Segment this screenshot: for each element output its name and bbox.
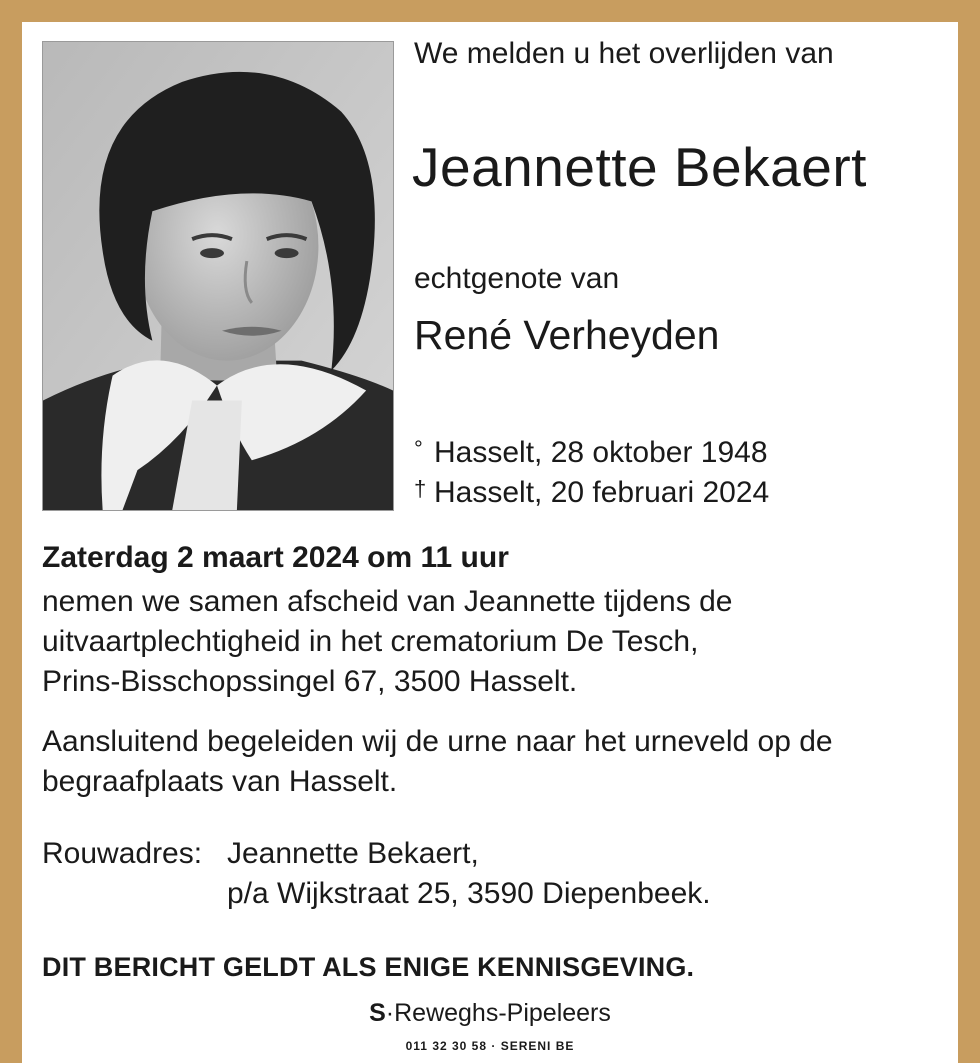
- spouse-name: René Verheyden: [414, 312, 720, 358]
- spouse-label: echtgenote van: [414, 262, 620, 295]
- birth-symbol: °: [414, 436, 423, 461]
- funeral-home-contact: 011 32 30 58 · SERENI BE: [405, 1039, 575, 1053]
- portrait-photo: [42, 41, 394, 511]
- final-notice: DIT BERICHT GELDT ALS ENIGE KENNISGEVING.: [42, 952, 695, 982]
- burial-paragraph: [42, 722, 833, 802]
- funeral-home-title: ·Reweghs-Pipeleers: [385, 999, 611, 1027]
- address-line-1: Jeannette Bekaert,: [227, 837, 479, 870]
- burial-line: begraafplaats van Hasselt.: [42, 765, 398, 798]
- funeral-home-name: [338, 999, 642, 1028]
- funeral-home-block: [338, 993, 642, 1063]
- death-symbol: †: [414, 476, 427, 501]
- intro-text: We melden u het overlijden van: [414, 37, 834, 70]
- address-line-2: p/a Wijkstraat 25, 3590 Diepenbeek.: [227, 877, 711, 910]
- obituary-card: [22, 22, 958, 1063]
- ceremony-date: Zaterdag 2 maart 2024 om 11 uur: [42, 541, 509, 574]
- birth-line: [414, 436, 768, 470]
- ceremony-line: Prins-Bisschopssingel 67, 3500 Hasselt.: [42, 665, 578, 698]
- birth-text: Hasselt, 28 oktober 1948: [434, 436, 768, 469]
- deceased-name: Jeannette Bekaert: [412, 136, 867, 198]
- ceremony-paragraph: [42, 582, 732, 702]
- funeral-home-logo: S: [369, 999, 386, 1027]
- death-line: [414, 476, 769, 510]
- address-label: Rouwadres:: [42, 837, 203, 870]
- ceremony-line: uitvaartplechtigheid in het crematorium De Tesch,: [42, 625, 699, 658]
- death-text: Hasselt, 20 februari 2024: [434, 476, 770, 509]
- burial-line: Aansluitend begeleiden wij de urne naar het urneveld op de: [42, 725, 833, 758]
- ceremony-line: nemen we samen afscheid van Jeannette tijdens de: [42, 585, 733, 618]
- portrait-image: [43, 42, 393, 510]
